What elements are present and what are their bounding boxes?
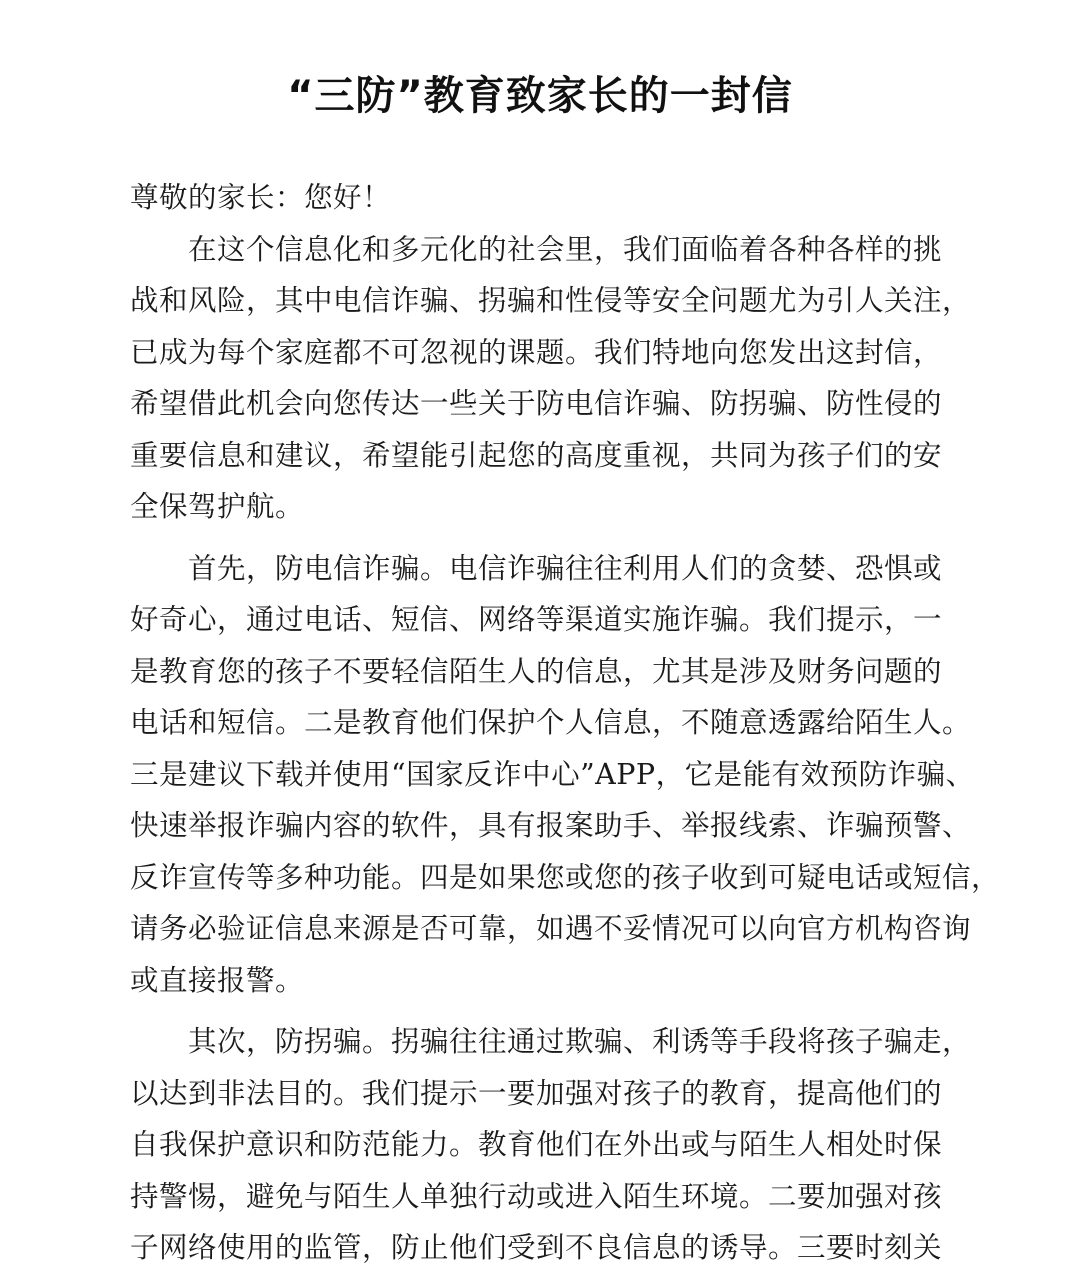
text-line: 是教育您的孩子不要轻信陌生人的信息，尤其是涉及财务问题的 — [130, 654, 943, 688]
text-line: 或直接报警。 — [130, 963, 305, 997]
document-title: “三防”教育致家长的一封信 — [287, 73, 793, 119]
letter-greeting: 尊敬的家长：您好！ — [130, 181, 392, 214]
paragraph-anti-abduction — [130, 1016, 972, 1274]
text-line: 好奇心，通过电话、短信、网络等渠道实施诈骗。我们提示，一 — [130, 603, 943, 636]
letter-body — [130, 172, 1001, 1284]
text-line: 请务必验证信息来源是否可靠，如遇不妥情况可以向官方机构咨询 — [130, 912, 972, 945]
text-line: 三是建议下载并使用“国家反诈中心”APP，它是能有效预防诈骗、 — [130, 757, 975, 791]
paragraph-intro — [130, 224, 972, 533]
text-line: 快速举报诈骗内容的软件，具有报案助手、举报线索、诈骗预警、 — [130, 809, 972, 842]
text-line: 持警惕，避免与陌生人单独行动或进入陌生环境。二要加强对孩 — [130, 1179, 943, 1213]
text-line: 重要信息和建议，希望能引起您的高度重视，共同为孩子们的安 — [130, 438, 943, 472]
text-line: 自我保护意识和防范能力。教育他们在外出或与陌生人相处时保 — [130, 1128, 943, 1161]
text-line: 以达到非法目的。我们提示一要加强对孩子的教育，提高他们的 — [130, 1076, 943, 1110]
text-line: 希望借此机会向您传达一些关于防电信诈骗、防拐骗、防性侵的 — [130, 387, 943, 420]
text-line: 战和风险，其中电信诈骗、拐骗和性侵等安全问题尤为引人关注， — [130, 284, 972, 317]
paragraph-anti-fraud — [130, 543, 1001, 1007]
text-line: 在这个信息化和多元化的社会里，我们面临着各种各样的挑 — [130, 232, 943, 266]
text-line: 全保驾护航。 — [130, 490, 305, 523]
text-line: 首先，防电信诈骗。电信诈骗往往利用人们的贪婪、恐惧或 — [130, 551, 943, 585]
text-line: 反诈宣传等多种功能。四是如果您或您的孩子收到可疑电话或短信， — [130, 860, 1001, 894]
text-line: 电话和短信。二是教育他们保护个人信息，不随意透露给陌生人。 — [130, 706, 972, 739]
text-line: 已成为每个家庭都不可忽视的课题。我们特地向您发出这封信， — [130, 335, 943, 369]
text-line: 子网络使用的监管，防止他们受到不良信息的诱导。三要时刻关 — [130, 1231, 943, 1264]
text-line: 其次，防拐骗。拐骗往往通过欺骗、利诱等手段将孩子骗走， — [130, 1025, 972, 1058]
